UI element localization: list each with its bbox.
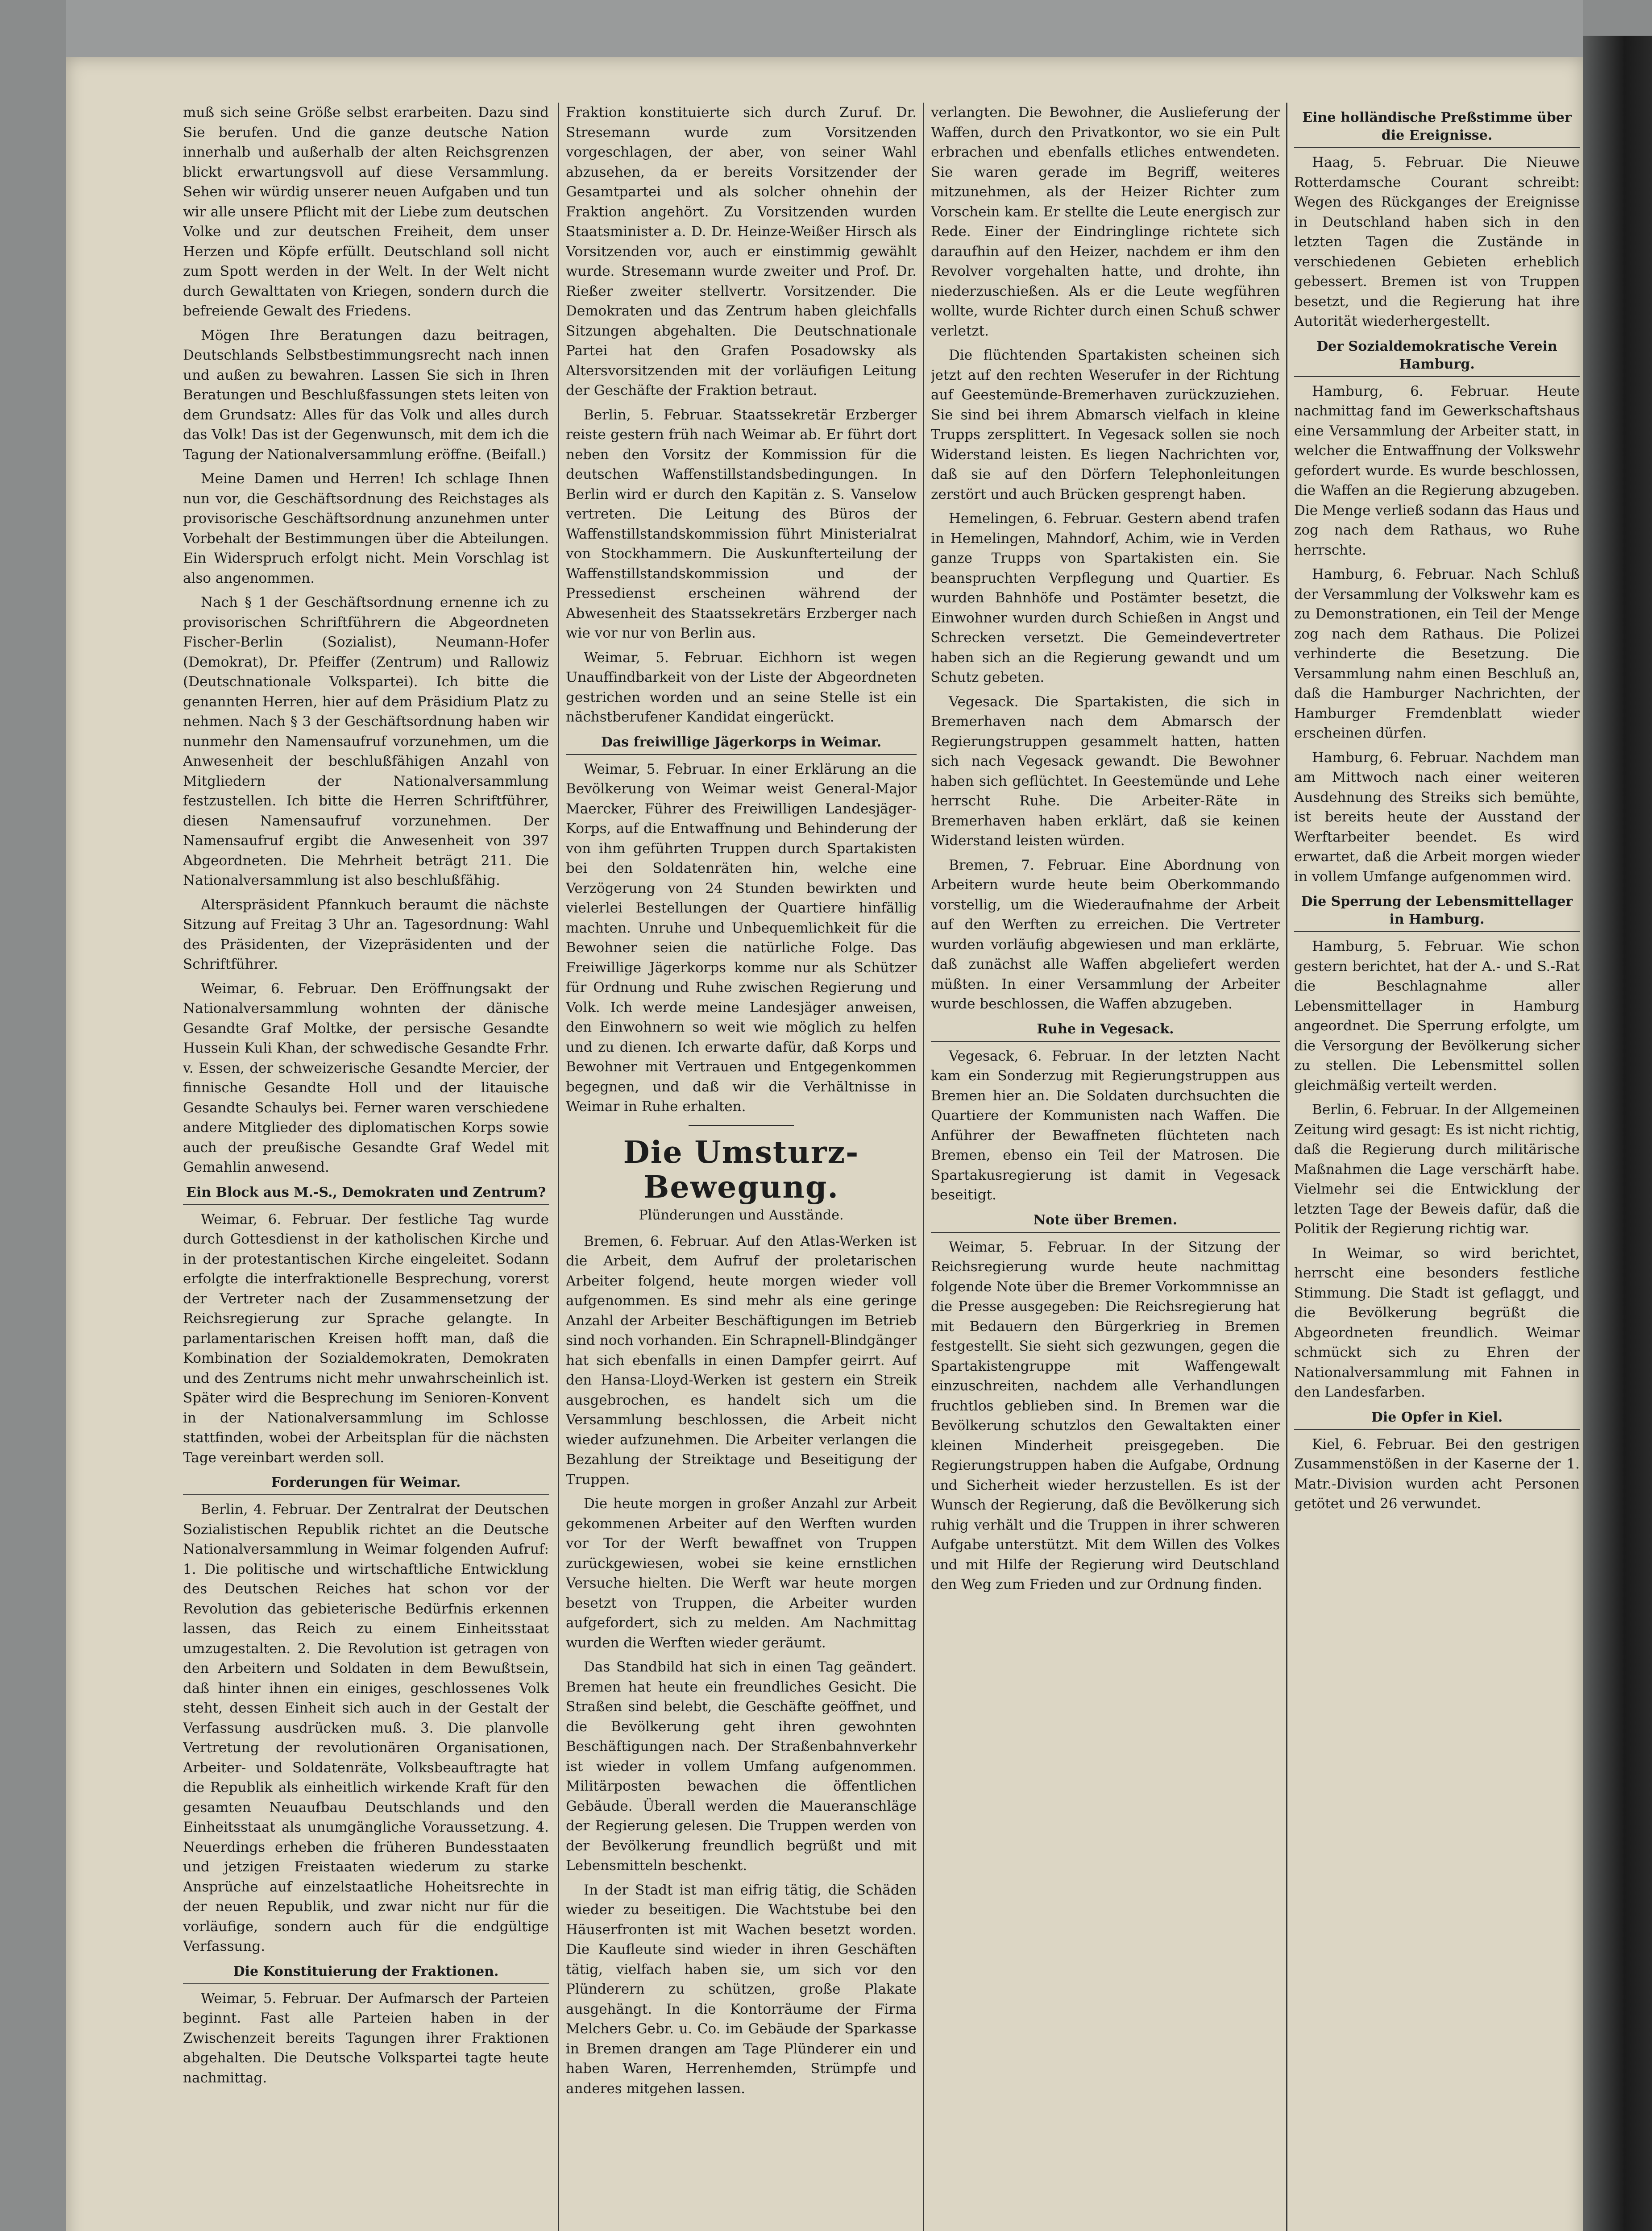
paragraph: Weimar, 6. Februar. Der festliche Tag wurde durch Gottesdienst in der katholischen Kirche und in der protestantischen Kirche eingeleitet. Sodann erfolgte die interfraktionelle Besprechung, vorerst der Vertreter nach der Zusammensetzung der Reichsregierung zur Sprache gelangte. In parlamentarischen Kreisen hofft man, daß die Kombination der Sozialdemokraten, Demokraten und des Zentrums nicht mehr unwahrscheinlich ist. Später wird die Besprechung im Senioren-Konvent in der Nationalversammlung im Schlosse stattfinden, wobei der Arbeitsplan für die nächsten Tage vereinbart werden soll.: [183, 1211, 549, 1466]
paragraph: muß sich seine Größe selbst erarbeiten. Dazu sind Sie berufen. Und die ganze deutsche Nation innerhalb und außerhalb der alten Reichsgrenzen blickt erwartungsvoll auf diese Versammlung. Sehen wir würdig unserer neuen Aufgaben und tun wir alle unsere Pflicht mit der Liebe zum deutschen Volke und zur deutschen Freiheit, dem unser Herzen und Köpfe erfüllt. Deutschland soll nicht zum Spott werden in der Welt. In der Welt nicht durch Gewalttaten von Kriegen, sondern durch die befreiende Gewalt des Friedens.: [183, 104, 549, 319]
paragraph: Weimar, 5. Februar. Der Aufmarsch der Parteien beginnt. Fast alle Parteien haben in der Zwischenzeit bereits Tagungen ihrer Fraktionen abgehalten. Die Deutsche Volkspartei tagte heute nachmittag.: [183, 1990, 549, 2086]
column-3: [931, 103, 1280, 2231]
paragraph: Weimar, 6. Februar. Den Eröffnungsakt der Nationalversammlung wohnten der dänische Gesandte Graf Moltke, der persische Gesandte Hussein Kuli Khan, der schwedische Gesandte Frhr. v. Essen, der schweizerische Gesandte Mercier, der finnische Gesandte Holl und der litauische Gesandte Schaulys bei. Ferner waren verschiedene andere Mitglieder des diplomatischen Korps sowie auch der preußische Gesandte Graf Wedel mit Gemahlin anwesend.: [183, 980, 549, 1175]
top-margin-band: [66, 0, 1583, 57]
column-2: [566, 103, 917, 2231]
paragraph: Bremen, 7. Februar. Eine Abordnung von Arbeitern wurde heute beim Oberkommando vorstellig, um die Wiederaufnahme der Arbeit auf den Werften zu erreichen. Die Vertreter wurden vorläufig abgewiesen und man erklärte, daß zunächst alle Waffen abgeliefert werden müßten. In einer Versammlung der Arbeiter wurde beschlossen, die Waffen abzugeben.: [931, 857, 1280, 1012]
section-heading: Note über Bremen.: [931, 1211, 1280, 1233]
paragraph: Hamburg, 6. Februar. Heute nachmittag fand im Gewerkschaftshaus eine Versammlung der Arbeiter statt, in welcher die Entwaffnung der Volkswehr gefordert wurde. Es wurde beschlossen, die Waffen an die Regierung abzugeben. Die Menge verließ sodann das Haus und zog nach dem Rathaus, wo Ruhe herrschte.: [1294, 383, 1580, 558]
paragraph: Die flüchtenden Spartakisten scheinen sich jetzt auf den rechten Weserufer in der Richtung auf Geestemünde-Bremerhaven zurückzuziehen. Sie sind bei ihrem Abmarsch vielfach in kleine Trupps zersplittert. In Vegesack sollen sie noch Widerstand leisten. Es liegen Nachrichten vor, daß sie auf den Dörfern Telephonleitungen zerstört und auch Brücken gesprengt haben.: [931, 347, 1280, 502]
paragraph: Meine Damen und Herren! Ich schlage Ihnen nun vor, die Geschäftsordnung des Reichstages als provisorische Geschäftsordnung anzunehmen unter Vorbehalt der Bestimmungen über die Abteilungen. Ein Widerspruch erfolgt nicht. Mein Vorschlag ist also angenommen.: [183, 471, 549, 586]
column-rule-3: [1286, 103, 1287, 2231]
paragraph: Bremen, 6. Februar. Auf den Atlas-Werken ist die Arbeit, dem Aufruf der proletarischen Arbeiter folgend, heute morgen wieder voll aufgenommen. Es sind mehr als eine geringe Anzahl der Arbeiter Beschäftigungen im Betrieb sind noch vorhanden. Ein Schrapnell-Blindgänger hat sich ebenfalls in einen Dampfer geirrt. Auf den Hansa-Lloyd-Werken ist gestern ein Streik ausgebrochen, es handelt sich um die Versammlung beschlossen, die Arbeit nicht wieder aufzunehmen. Die Arbeiter verlangen die Bezahlung der Streiktage und Beseitigung der Truppen.: [566, 1233, 917, 1488]
paragraph: Mögen Ihre Beratungen dazu beitragen, Deutschlands Selbstbestimmungsrecht nach innen und außen zu bewahren. Lassen Sie sich in Ihren Beratungen und Beschlußfassungen stets leiten von dem Grundsatz: Alles für das Volk und alles durch das Volk! Das ist der Gegenwunsch, mit dem ich die Tagung der Nationalversammlung eröffne. (Beifall.): [183, 327, 549, 463]
paragraph: In Weimar, so wird berichtet, herrscht eine besonders festliche Stimmung. Die Stadt ist geflaggt, und die Bevölkerung begrüßt die Abgeordneten freundlich. Weimar schmückt sich zu Ehren der Nationalversammlung mit Fahnen in den Landesfarben.: [1294, 1245, 1580, 1400]
paragraph: Die heute morgen in großer Anzahl zur Arbeit gekommenen Arbeiter auf den Werften wurden vor Tor der Werft bewaffnet von Truppen zurückgewiesen, wobei sie keine ernstlichen Versuche hielten. Die Werft war heute morgen besetzt von Truppen, die Arbeiter wurden aufgefordert, sich zu melden. Am Nachmittag wurden die Werften wieder geräumt.: [566, 1496, 917, 1651]
paragraph: Kiel, 6. Februar. Bei den gestrigen Zusammenstößen in der Kaserne der 1. Matr.-Division wurden acht Personen getötet und 26 verwundet.: [1294, 1436, 1580, 1512]
separator-rule: [689, 1125, 794, 1126]
paragraph: Hamburg, 6. Februar. Nach Schluß der Versammlung der Volkswehr kam es zu Demonstrationen, ein Teil der Menge zog nach dem Rathaus. Die Polizei verhinderte die Besetzung. Die Versammlung nahm einen Beschluß an, daß die Hamburger Nachrichten, der Hamburger Fremdenblatt wieder erscheinen dürfen.: [1294, 566, 1580, 741]
paragraph: Berlin, 5. Februar. Staatssekretär Erzberger reiste gestern früh nach Weimar ab. Er führt dort neben den Vorsitz der Kommission für die deutschen Waffenstillstandsbedingungen. In Berlin wird er durch den Kapitän z. S. Vanselow vertreten. Die Leitung des Büros der Waffenstillstandskommission führt Ministerialrat von Stockhammern. Die Auskunfterteilung der Waffenstillstandskommission und der Pressedienst erscheinen während der Abwesenheit des Staatssekretärs Erzberger nach wie vor nur von Berlin aus.: [566, 406, 917, 641]
section-heading: Die Opfer in Kiel.: [1294, 1409, 1580, 1430]
subheadline: Plünderungen und Ausstände.: [639, 1207, 844, 1223]
section-heading: Forderungen für Weimar.: [183, 1474, 549, 1495]
paragraph: Nach § 1 der Geschäftsordnung ernenne ich zu provisorischen Schriftführern die Abgeordneten Fischer-Berlin (Sozialist), Neumann-Hofer (Demokrat), Dr. Pfeiffer (Zentrum) und Rallowiz (Deutschnationale Volkspartei). Ich bitte die genannten Herren, hier auf dem Präsidium Platz zu nehmen. Nach § 3 der Geschäftsordnung haben wir nunmehr den Namensaufruf vorzunehmen, um die Anwesenheit der beschlußfähigen Anzahl von Mitgliedern der Nationalversammlung festzustellen. Ich bitte die Herren Schriftführer, diesen Namensaufruf vorzunehmen. Der Namensaufruf ergibt die Anwesenheit von 397 Abgeordneten. Die Mehrheit beträgt 211. Die Nationalversammlung ist also beschlußfähig.: [183, 594, 549, 888]
section-heading: Der Sozialdemokratische Verein Hamburg.: [1294, 338, 1580, 377]
section-heading: Ein Block aus M.-S., Demokraten und Zentrum?: [183, 1184, 549, 1205]
paragraph: Alterspräsident Pfannkuch beraumt die nächste Sitzung auf Freitag 3 Uhr an. Tagesordnung: Wahl des Präsidenten, der Vizepräsidenten und der Schriftführer.: [183, 896, 549, 972]
paragraph: Berlin, 4. Februar. Der Zentralrat der Deutschen Sozialistischen Republik richtet an die Deutsche Nationalversammlung in Weimar folgenden Aufruf: 1. Die politische und wirtschaftliche Entwicklung des Deutschen Reiches hat schon vor der Revolution das gebieterische Bedürfnis erkennen lassen, das Reich zu einem Einheitsstaat umzugestalten. 2. Die Revolution ist getragen von den Arbeitern und Soldaten in dem Bewußtsein, daß hinter ihnen ein einiges, geschlossenes Volk steht, dessen Einheit sich auch in der Gestalt der Verfassung ausdrücken muß. 3. Die planvolle Vertretung der revolutionären Organisationen, Arbeiter- und Soldatenräte, Volksbeauftragte hat die Republik als einheitlich wirkende Kraft für den gesamten Neuaufbau Deutschlands und den Einheitsstaat als unumgängliche Voraussetzung. 4. Neuerdings erheben die früheren Bundesstaaten und jetzigen Freistaaten wiederum zu starke Ansprüche auf einzelstaatliche Hoheitsrechte in der neuen Republik, und zwar nicht nur für die vorläufige, sondern auch für die endgültige Verfassung.: [183, 1501, 549, 1954]
paragraph: Fraktion konstituierte sich durch Zuruf. Dr. Stresemann wurde zum Vorsitzenden vorgeschlagen, der aber, von seiner Wahl abzusehen, da er bereits Vorsitzender der Gesamtpartei und als solcher ohnehin der Fraktion angehört. Zu Vorsitzenden wurden Staatsminister a. D. Dr. Heinze-Weißer Hirsch als Vorsitzenden vor, auch er einstimmig gewählt wurde. Stresemann wurde zweiter und Prof. Dr. Rießer zweiter stellvertr. Vorsitzender. Die Demokraten und das Zentrum haben gleichfalls Sitzungen abgehalten. Die Deutschnationale Partei hat den Grafen Posadowsky als Altersvorsitzenden mit der vorläufigen Leitung der Geschäfte der Fraktion betraut.: [566, 104, 917, 398]
paragraph: Vegesack. Die Spartakisten, die sich in Bremerhaven nach dem Abmarsch der Regierungstruppen gesammelt hatten, hatten sich nach Vegesack gewandt. Die Bewohner haben sich geflüchtet. In Geestemünde und Lehe herrscht Ruhe. Die Arbeiter-Räte in Bremerhaven haben erklärt, daß sie keinen Widerstand leisten würden.: [931, 693, 1280, 849]
paragraph: Hamburg, 6. Februar. Nachdem man am Mittwoch nach einer weiteren Ausdehnung des Streiks sich bemühte, ist bereits heute der Ausstand der Werftarbeiter beendet. Es wird erwartet, daß die Arbeit morgen wieder in vollem Umfange aufgenommen wird.: [1294, 749, 1580, 885]
paragraph: Weimar, 5. Februar. In der Sitzung der Reichsregierung wurde heute nachmittag folgende Note über die Bremer Vorkommnisse an die Presse ausgegeben: Die Reichsregierung hat mit Bedauern den Bürgerkrieg in Bremen festgestellt. Sie sieht sich gezwungen, gegen die Spartakistengruppe mit Waffengewalt einzuschreiten, nachdem alle Verhandlungen fruchtlos geblieben sind. In Bremen war die Bevölkerung schutzlos den Gewaltakten einer kleinen Minderheit preisgegeben. Die Regierungstruppen haben die Aufgabe, Ordnung und Sicherheit wieder herzustellen. Es ist der Wunsch der Regierung, daß die Bevölkerung sich ruhig verhält und die Truppen in ihrer schweren Aufgabe unterstützt. Mit dem Willen des Volkes und mit Hilfe der Regierung wird Deutschland den Weg zum Frieden und zur Ordnung finden.: [931, 1239, 1280, 1592]
paragraph: verlangten. Die Bewohner, die Auslieferung der Waffen, durch den Privatkontor, wo sie ein Pult erbrachen und ebenfalls etliches entwendeten. Sie waren gerade im Begriff, weiteres mitzunehmen, als der Heizer Richter zum Vorschein kam. Er stellte die Leute energisch zur Rede. Einer der Eindringlinge richtete sich daraufhin auf den Heizer, nachdem er ihm den Revolver vorgehalten hatte, und drohte, ihn niederzuschießen. Als er die Leute wegführen wollte, wurde Richter durch einen Schuß schwer verletzt.: [931, 104, 1280, 339]
paragraph: In der Stadt ist man eifrig tätig, die Schäden wieder zu beseitigen. Die Wachtstube bei den Häuserfronten ist mit Wachen besetzt worden. Die Kaufleute sind wieder in ihren Geschäften tätig, vielfach haben sie, um sich vor den Plünderern zu schützen, große Plakate ausgehängt. In die Kontorräume der Firma Melchers Gebr. u. Co. im Gebäude der Sparkasse in Bremen drangen am Tage Plünderer ein und haben Waren, Herrenhemden, Strümpfe und anderes mitgehen lassen.: [566, 1882, 917, 2097]
section-heading: Eine holländische Preßstimme über die Ereignisse.: [1294, 109, 1580, 148]
paragraph: Hamburg, 5. Februar. Wie schon gestern berichtet, hat der A.- und S.-Rat die Beschlagnahme aller Lebensmittellager in Hamburg angeordnet. Die Sperrung erfolgte, um die Versorgung der Bevölkerung sicher zu stellen. Die Lebensmittel sollen gleichmäßig verteilt werden.: [1294, 938, 1580, 1094]
paragraph: Weimar, 5. Februar. In einer Erklärung an die Bevölkerung von Weimar weist General-Major Maercker, Führer des Freiwilligen Landesjäger-Korps, auf die Entwaffnung und Behinderung der von ihm geführten Truppen durch Spartakisten bei den Soldatenräten hin, welche eine Verzögerung von 24 Stunden bewirkten und vielerlei Bestellungen der Quartiere hinfällig machten. Unruhe und Unbequemlichkeit für die Bewohner seien die natürliche Folge. Das Freiwillige Jägerkorps komme nur als Schützer für Ordnung und Ruhe zwischen Regierung und Volk. Ich werde meine Landesjäger anweisen, den Einwohnern so weit wie möglich zu helfen und zu dienen. Ich erwarte dafür, daß Korps und Bewohner mit Vertrauen und Entgegenkommen begegnen, und daß wir die Verhältnisse in Weimar in Ruhe erhalten.: [566, 761, 917, 1115]
paragraph: Das Standbild hat sich in einen Tag geändert. Bremen hat heute ein freundliches Gesicht. Die Straßen sind belebt, die Geschäfte geöffnet, und die Bevölkerung geht ihren gewohnten Beschäftigungen nach. Der Straßenbahnverkehr ist wieder in vollem Umfang aufgenommen. Militärposten bewachen die öffentlichen Gebäude. Überall werden die Maueranschläge der Regierung gelesen. Die Truppen werden von der Bevölkerung freundlich begrüßt und mit Lebensmitteln beschenkt.: [566, 1659, 917, 1874]
section-heading: Ruhe in Vegesack.: [931, 1020, 1280, 1042]
paragraph: Weimar, 5. Februar. Eichhorn ist wegen Unauffindbarkeit von der Liste der Abgeordneten gestrichen worden und an seine Stelle ist ein nächstberufener Kandidat eingerückt.: [566, 649, 917, 725]
paragraph: Haag, 5. Februar. Die Nieuwe Rotterdamsche Courant schreibt: Wegen des Rückganges der Ereignisse in Deutschland haben sich in den letzten Tagen die Zustände in verschiedenen Gebieten erheblich gebessert. Bremen ist von Truppen besetzt, und die Regierung hat ihre Autorität wiederhergestellt.: [1294, 154, 1580, 329]
column-4: [1294, 103, 1580, 2231]
section-heading: Die Konstituierung der Fraktionen.: [183, 1963, 549, 1984]
column-rule-1: [558, 103, 559, 2231]
headline: Die Umsturz-Bewegung.: [623, 1134, 859, 1205]
paragraph: Hemelingen, 6. Februar. Gestern abend trafen in Hemelingen, Mahndorf, Achim, wie in Verden ganze Trupps von Spartakisten ein. Sie beanspruchten Verpflegung und Quartier. Es wurden Bahnhöfe und Postämter besetzt, die Einwohner wurden durch Schießen in Angst und Schrecken versetzt. Die Gemeindevertreter haben sich an die Regierung gewandt und um Schutz gebeten.: [931, 510, 1280, 685]
section-heading: Die Sperrung der Lebensmittellager in Hamburg.: [1294, 893, 1580, 932]
paragraph: Vegesack, 6. Februar. In der letzten Nacht kam ein Sonderzug mit Regierungstruppen aus Bremen hier an. Die Soldaten durchsuchten die Quartiere der Kommunisten nach Waffen. Die Anführer der Bewaffneten flüchteten nach Bremen, ebenso ein Teil der Matrosen. Die Spartakusregierung ist damit in Vegesack beseitigt.: [931, 1048, 1280, 1203]
paragraph: Berlin, 6. Februar. In der Allgemeinen Zeitung wird gesagt: Es ist nicht richtig, daß die Regierung durch militärische Maßnahmen die Lage verschärft habe. Vielmehr sei die Entwicklung der letzten Tage der Beweis dafür, daß die Politik der Regierung richtig war.: [1294, 1102, 1580, 1237]
section-heading: Das freiwillige Jägerkorps in Weimar.: [566, 734, 917, 755]
column-rule-2: [923, 103, 924, 2231]
column-1: [183, 103, 549, 2231]
page-edge-shadow: [1583, 36, 1652, 2231]
